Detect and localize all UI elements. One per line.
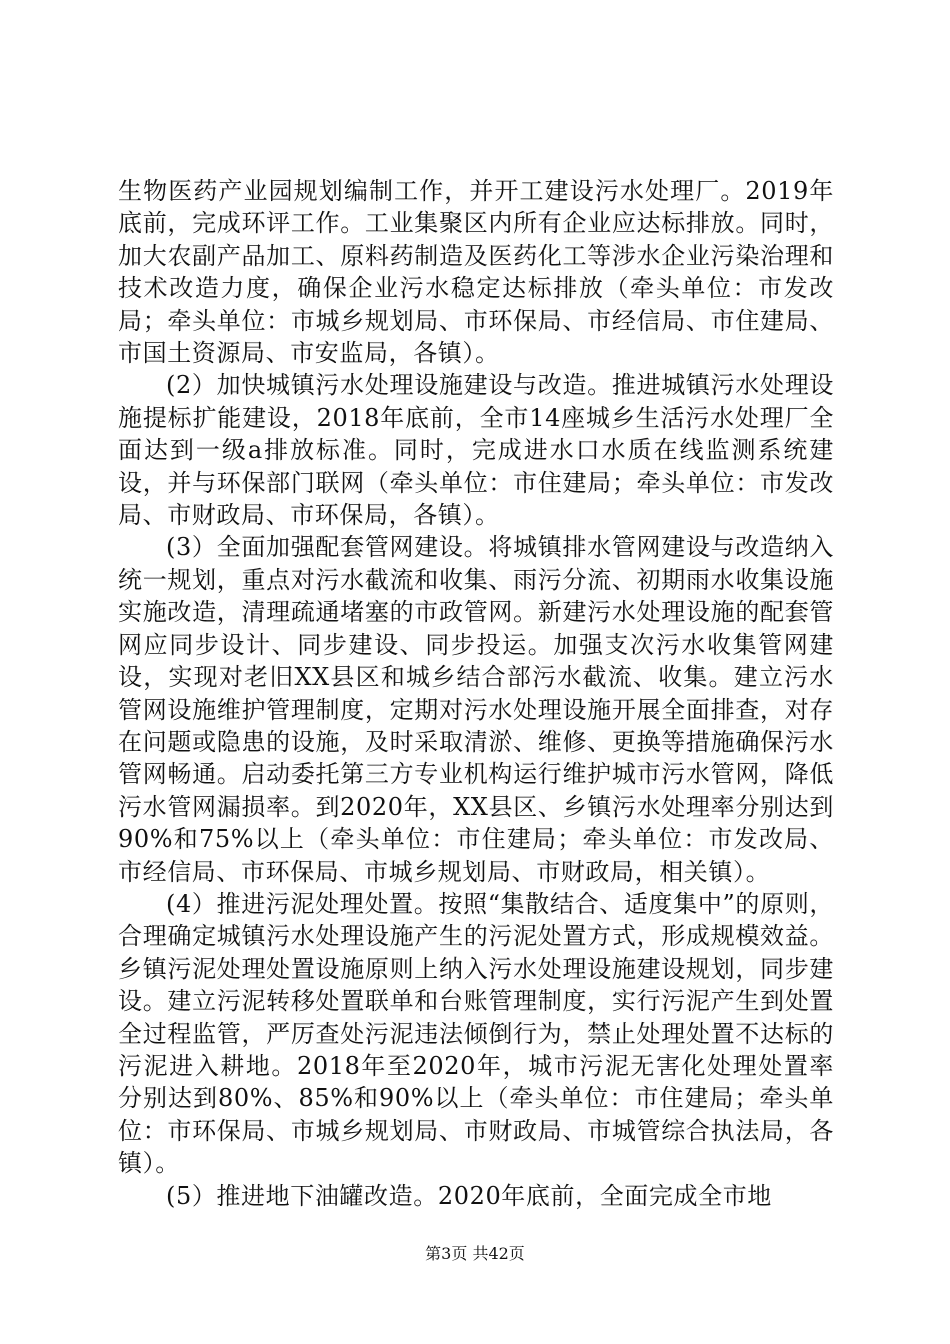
page-footer: 第3页 共42页	[425, 1244, 525, 1263]
paragraph-item-5: (5）推进地下油罐改造。2020年底前，全面完成全市地	[166, 1181, 772, 1210]
paragraph-item-4: (4）推进污泥处理处置。按照“集散结合、适度集中”的原则，合理确定城镇污水处理设施产生的污泥处置方式，形成规模效益。乡镇污泥处理处置设施原则上纳入污水处理设施建设规划，同步建设。建立污泥转移处置联单和台账管理制度，实行污泥产生到处置全过程监管，严厉查处污泥违法倾倒行为，禁止处理处置不达标的污泥进入耕地。2018年至2020年，城市污泥无害化处理处置率分别达到80%、85%和90%以上（牵头单位：市住建局；牵头单位：市环保局、市城乡规划局、市财政局、市城管综合执法局，各镇）。	[118, 889, 834, 1178]
paragraph-continuation: 生物医药产业园规划编制工作，并开工建设污水处理厂。2019年底前，完成环评工作。工业集聚区内所有企业应达标排放。同时，加大农副产品加工、原料药制造及医药化工等涉水企业污染治理和技术改造力度，确保企业污水稳定达标排放（牵头单位：市发改局；牵头单位：市城乡规划局、市环保局、市经信局、市住建局、市国土资源局、市安监局，各镇）。	[118, 177, 834, 368]
paragraph-item-2: (2）加快城镇污水处理设施建设与改造。推进城镇污水处理设施提标扩能建设，2018年底前，全市14座城乡生活污水处理厂全面达到一级a排放标准。同时，完成进水口水质在线监测系统建设，并与环保部门联网（牵头单位：市住建局；牵头单位：市发改局、市财政局、市环保局，各镇）。	[118, 371, 834, 530]
paragraph-item-3: (3）全面加强配套管网建设。将城镇排水管网建设与改造纳入统一规划，重点对污水截流和收集、雨污分流、初期雨水收集设施实施改造，清理疏通堵塞的市政管网。新建污水处理设施的配套管网应同步设计、同步建设、同步投运。加强支次污水收集管网建设，实现对老旧XX县区和城乡结合部污水截流、收集。建立污水管网设施维护管理制度，定期对污水处理设施开展全面排查，对存在问题或隐患的设施，及时采取清淤、维修、更换等措施确保污水管网畅通。启动委托第三方专业机构运行维护城市污水管网，降低污水管网漏损率。到2020年，XX县区、乡镇污水处理率分别达到90%和75%以上（牵头单位：市住建局；牵头单位：市发改局、市经信局、市环保局、市城乡规划局、市财政局，相关镇）。	[118, 533, 834, 886]
document-body	[118, 175, 834, 1212]
